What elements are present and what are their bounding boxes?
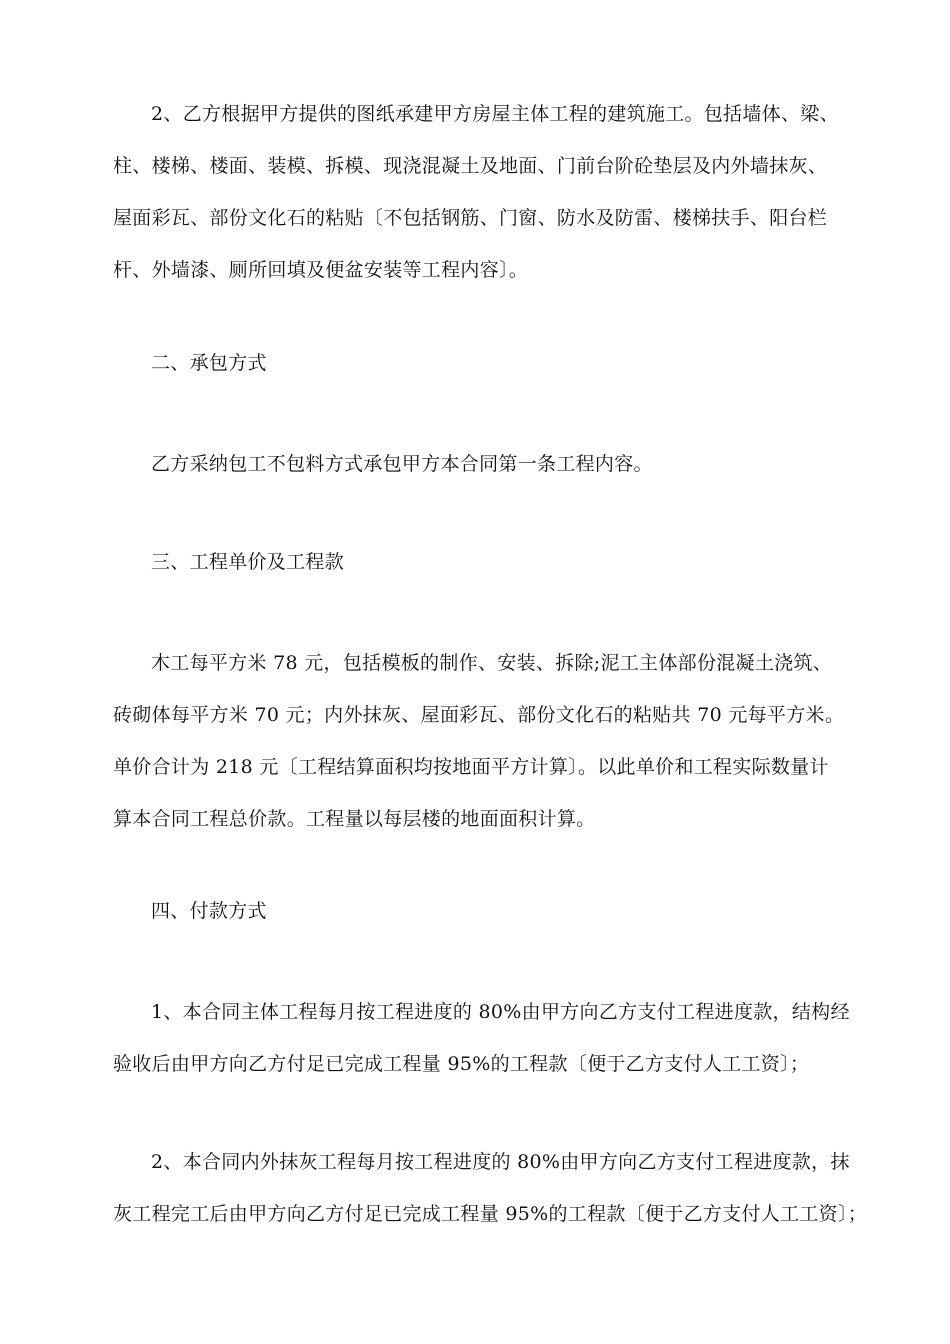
- text-line: 1、本合同主体工程每月按工程进度的 80%由甲方向乙方支付工程进度款，结构经: [151, 1001, 850, 1023]
- paragraph-payment-item-2: [113, 1136, 868, 1240]
- text-line: 乙方采纳包工不包料方式承包甲方本合同第一条工程内容。: [151, 453, 653, 475]
- text-line: 算本合同工程总价款。工程量以每层楼的地面面积计算。: [113, 808, 596, 830]
- text-line: 单价合计为 218 元〔工程结算面积均按地面平方计算〕。以此单价和工程实际数量计: [113, 756, 829, 778]
- paragraph-contract-method: [113, 438, 843, 490]
- text-line: 木工每平方米 78 元，包括模板的制作、安装、拆除;泥工主体部份混凝土浇筑、: [151, 652, 833, 674]
- section-heading-contract-method: 二、承包方式: [151, 352, 267, 374]
- section-heading-unit-price: 三、工程单价及工程款: [151, 551, 345, 573]
- text-line: 2、乙方根据甲方提供的图纸承建甲方房屋主体工程的建筑施工。包括墙体、梁、: [151, 103, 839, 125]
- paragraph-unit-price: [113, 637, 843, 845]
- text-line: 2、本合同内外抹灰工程每月按工程进度的 80%由甲方向乙方支付工程进度款，抹: [151, 1151, 850, 1173]
- text-line: 杆、外墙漆、厕所回填及便盆安装等工程内容〕。: [113, 259, 529, 281]
- paragraph-scope-item-2: [113, 88, 843, 296]
- text-line: 柱、楼梯、楼面、装模、拆模、现浇混凝土及地面、门前台阶砼垫层及内外墙抹灰、: [113, 155, 828, 177]
- text-line: 砖砌体每平方米 70 元；内外抹灰、屋面彩瓦、部份文化石的粘贴共 70 元每平方米。: [113, 704, 845, 726]
- paragraph-payment-item-1: [113, 986, 850, 1090]
- section-heading-payment: 四、付款方式: [151, 900, 267, 922]
- text-line: 验收后由甲方向乙方付足已完成工程量 95%的工程款〔便于乙方支付人工工资〕；: [113, 1053, 810, 1075]
- text-line: 屋面彩瓦、部份文化石的粘贴〔不包括钢筋、门窗、防水及防雷、楼梯扶手、阳台栏: [113, 207, 828, 229]
- text-line: 灰工程完工后由甲方向乙方付足已完成工程量 95%的工程款〔便于乙方支付人工工资〕；: [113, 1203, 868, 1225]
